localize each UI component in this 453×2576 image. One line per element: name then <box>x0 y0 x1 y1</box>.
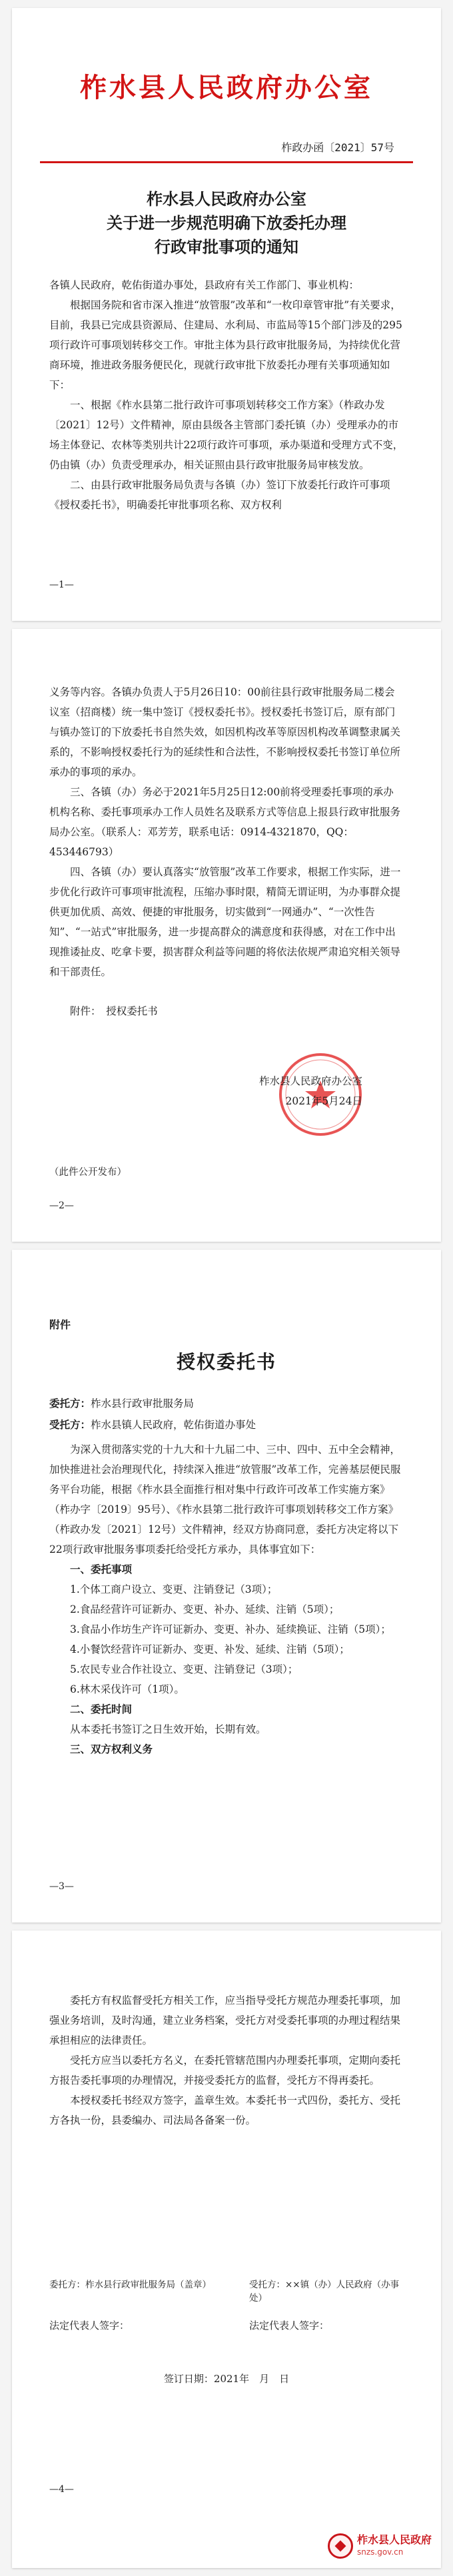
delegated-item: 6.林木采伐许可（1项）。 <box>70 1683 185 1695</box>
principal-row <box>49 1393 404 1414</box>
authorization-body <box>49 1440 404 1759</box>
document-number: 柞政办函〔2021〕57号 <box>281 141 394 154</box>
document-page-1 <box>12 8 441 621</box>
delegated-item: 2.食品经营许可证新办、变更、补办、延续、注销（5项）； <box>70 1603 340 1615</box>
site-watermark <box>328 2533 432 2559</box>
body-paragraph: 义务等内容。各镇办负责人于5月26日10：00前往县行政审批服务局二楼会议室（招商楼）统一集中签订《授权委托书》。授权委托书签订后，原有部门与镇办签订的下放委托书自然失效，如因机构改革等原因机构改革调整隶属关系的，不影响授权委托行为的延续性和合法性，不影响授权委托书签订单位所承办的事项的承办。 <box>49 686 401 778</box>
watermark-name: 柞水县人民政府 <box>356 2533 432 2546</box>
body-paragraph: 三、各镇（办）务必于2021年5月25日12:00前将受理委托事项的承办机构名称、委托事项承办工作人员姓名及联系方式等信息上报县行政审批服务局办公室。（联系人：邓芳芳，联系电话：0914-4321870，QQ：453446793） <box>49 786 401 858</box>
body-paragraph: 委托方有权监督受托方相关工作，应当指导受托方规范办理委托事项，加强业务培训，及时沟通，建立业务档案，受托方对受委托事项的办理过程结果承担相应的法律责任。 <box>49 1994 401 2046</box>
signing-date: 2021年5月24日 <box>285 1095 362 1107</box>
document-body <box>49 682 404 982</box>
delegated-item: 3.食品小作坊生产许可证新办、变更、补办、延续换证、注销（5项）； <box>70 1623 391 1635</box>
document-title-line: 关于进一步规范明确下放委托办理 <box>107 214 346 232</box>
principal-signature: 委托方：柞水县行政审批服务局（盖章） <box>49 2280 211 2290</box>
page-number: —1— <box>49 580 74 590</box>
body-paragraph: 受托方应当以委托方名义，在委托管辖范围内办理委托事项，定期向委托方报告委托事项的办理情况，并接受委托方的监督，受托方不得再委托。 <box>49 2054 401 2086</box>
page-number: —3— <box>49 1881 74 1892</box>
authorization-letter-title: 授权委托书 <box>176 1351 276 1373</box>
document-title-line: 柞水县人民政府办公室 <box>147 190 306 209</box>
signature-row <box>49 2277 404 2304</box>
parties-block <box>49 1393 404 1436</box>
document-title-line: 行政审批事项的通知 <box>155 238 298 256</box>
red-separator-rule <box>40 161 413 163</box>
signing-date-line: 签订日期：2021年 月 日 <box>163 2373 290 2385</box>
page-number: —2— <box>49 1200 74 1211</box>
issuing-authority-header: 柞水县人民政府办公室 <box>80 72 373 103</box>
watermark-url: snzs.gov.cn <box>356 2547 404 2557</box>
agent-label: 受托方： <box>49 1419 91 1431</box>
attachment-line <box>49 1003 404 1018</box>
document-page-2 <box>12 629 441 1242</box>
attachment-heading: 附件 <box>49 1318 71 1331</box>
section-heading: 一、委托事项 <box>70 1563 133 1575</box>
document-title <box>12 187 441 259</box>
delegated-item: 5.农民专业合作社设立、变更、注销登记（3项）； <box>70 1663 298 1675</box>
rights-obligations-body <box>49 1990 404 2130</box>
signature-block <box>12 1058 404 1138</box>
signing-authority: 柞水县人民政府办公室 <box>258 1075 362 1087</box>
signature-text <box>259 1071 362 1111</box>
section-heading: 二、委托时间 <box>70 1703 133 1715</box>
representative-row <box>49 2318 404 2332</box>
document-page-4 <box>12 1931 441 2568</box>
intro-paragraph: 为深入贯彻落实党的十九大和十九届二中、三中、四中、五中全会精神，加快推进社会治理现代化，持续深入推进“放管服”改革工作，完善基层便民服务平台功能，根据《柞水县全面推行相对集中行政许可改革工作实施方案》（柞办字〔2019〕95号）、《柞水县第二批行政许可事项划转移交工作方案》（柞政办发〔2021〕12号）文件精神，经双方协商同意，委托方决定将以下22项行政审批服务事项委托给受托方承办，具体事宜如下： <box>49 1444 401 1555</box>
delegated-item: 4.小餐饮经营许可证新办、变更、补发、延续、注销（5项）； <box>70 1643 350 1655</box>
representative-label-right: 法定代表人签字： <box>249 2320 330 2332</box>
attachment-name: 授权委托书 <box>106 1005 158 1017</box>
attachment-label: 附件： <box>70 1005 101 1017</box>
representative-label-left: 法定代表人签字： <box>49 2320 130 2332</box>
addressee-paragraph: 各镇人民政府，乾佑街道办事处，县政府有关工作部门、事业机构： <box>49 279 360 291</box>
principal-label: 委托方： <box>49 1398 91 1410</box>
body-paragraph: 一、根据《柞水县第二批行政许可事项划转移交工作方案》（柞政办发〔2021〕12号）文件精神，原由县级各主管部门委托镇（办）受理承办的市场主体登记、农林等类别共计22项行政许可事项，承办渠道和受理方式不变，仍由镇（办）负责受理承办，相关证照由县行政审批服务局审核发放。 <box>49 399 404 471</box>
body-paragraph: 根据国务院和省市深入推进“放管服”改革和“一枚印章管审批”有关要求，目前，我县已完成县资源局、住建局、水利局、市监局等15个部门涉及的295项行政许可事项划转移交工作。审批主体为县行政审批服务局，为持续优化营商环境，推进政务服务便民化，现就行政审批下放委托办理有关事项通知如下： <box>49 299 402 391</box>
agent-row <box>49 1414 404 1436</box>
government-emblem-icon <box>328 2533 353 2559</box>
section-heading: 三、双方权利义务 <box>70 1743 153 1755</box>
principal-name: 柞水县行政审批服务局 <box>91 1398 195 1410</box>
document-body <box>49 275 404 515</box>
page-number: —4— <box>49 2484 74 2495</box>
body-paragraph: 本授权委托书经双方签字，盖章生效。本委托书一式四份，委托方、受托方各执一份，县委编办、司法局各备案一份。 <box>49 2094 401 2126</box>
delegated-item: 1.个体工商户设立、变更、注销登记（3项）； <box>70 1583 278 1595</box>
agent-signature: 受托方：××镇（办）人民政府（办事处） <box>249 2280 400 2304</box>
body-paragraph: 四、各镇（办）要认真落实“放管服”改革工作要求，根据工作实际，进一步优化行政许可事项审批流程，压缩办事时限，精简无谓证明，为办事群众提供更加优质、高效、便捷的审批服务，切实做到“一网通办”、“一次性告知”、“一站式”审批服务，进一步提高群众的满意度和获得感，对在工作中出现推诿扯皮、吃拿卡要，损害群众利益等问题的将依法依规严肃追究相关领导和干部责任。 <box>49 866 401 978</box>
body-paragraph: 二、由县行政审批服务局负责与各镇（办）签订下放委托行政许可事项《授权委托书》，明确委托审批事项名称、双方权利 <box>49 479 390 511</box>
agent-name: 柞水县镇人民政府，乾佑街道办事处 <box>91 1419 256 1431</box>
document-page-3 <box>12 1250 441 1923</box>
duration-paragraph: 从本委托书签订之日生效开始，长期有效。 <box>70 1723 266 1735</box>
publication-note: （此件公开发布） <box>49 1167 127 1178</box>
